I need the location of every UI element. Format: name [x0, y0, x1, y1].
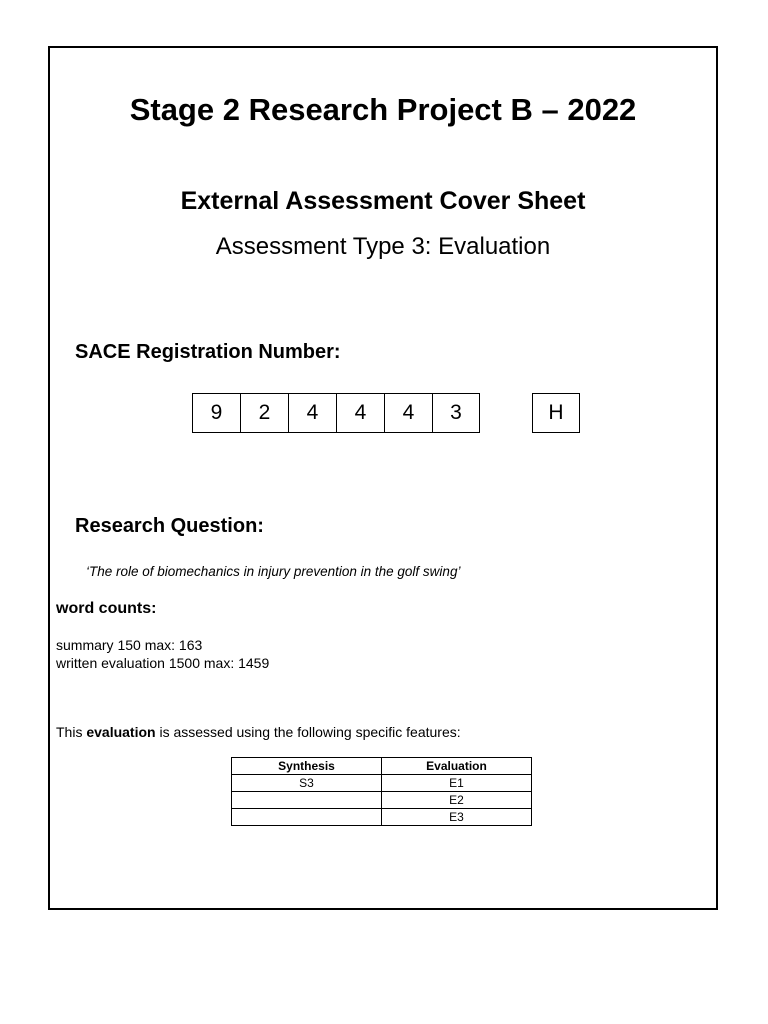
assessed-suffix: is assessed using the following specific features:: [155, 724, 461, 740]
table-cell: [232, 792, 382, 809]
registration-digit: 4: [384, 393, 432, 433]
assessment-type: Assessment Type 3: Evaluation: [215, 233, 551, 260]
table-row: [232, 809, 532, 826]
assessed-statement: [56, 724, 461, 740]
table-cell: S3: [232, 775, 382, 792]
summary-word-count: summary 150 max: 163: [56, 637, 203, 653]
column-header-evaluation: Evaluation: [382, 758, 532, 775]
registration-letter: H: [532, 393, 580, 433]
table-row: [232, 775, 532, 792]
research-question-text: ‘The role of biomechanics in injury prevention in the golf swing’: [86, 564, 461, 579]
evaluation-word-count: written evaluation 1500 max: 1459: [56, 655, 270, 671]
word-counts-label: word counts:: [56, 600, 157, 617]
registration-digits: [192, 393, 480, 433]
registration-label: SACE Registration Number:: [75, 341, 341, 363]
table-row: [232, 792, 532, 809]
table-cell: E2: [382, 792, 532, 809]
assessed-bold: evaluation: [86, 724, 156, 740]
assessed-prefix: This: [56, 724, 87, 740]
registration-digit: 9: [192, 393, 240, 433]
research-question-label: Research Question:: [75, 515, 264, 537]
registration-digit: 4: [288, 393, 336, 433]
table-cell: [232, 809, 382, 826]
specific-features-table: [231, 757, 532, 826]
page-title: Stage 2 Research Project B – 2022: [129, 92, 637, 127]
registration-digit: 2: [240, 393, 288, 433]
table-header-row: [232, 758, 532, 775]
cover-sheet-heading: External Assessment Cover Sheet: [180, 187, 586, 215]
table-cell: E3: [382, 809, 532, 826]
registration-digit: 4: [336, 393, 384, 433]
column-header-synthesis: Synthesis: [232, 758, 382, 775]
table-cell: E1: [382, 775, 532, 792]
registration-digit: 3: [432, 393, 480, 433]
